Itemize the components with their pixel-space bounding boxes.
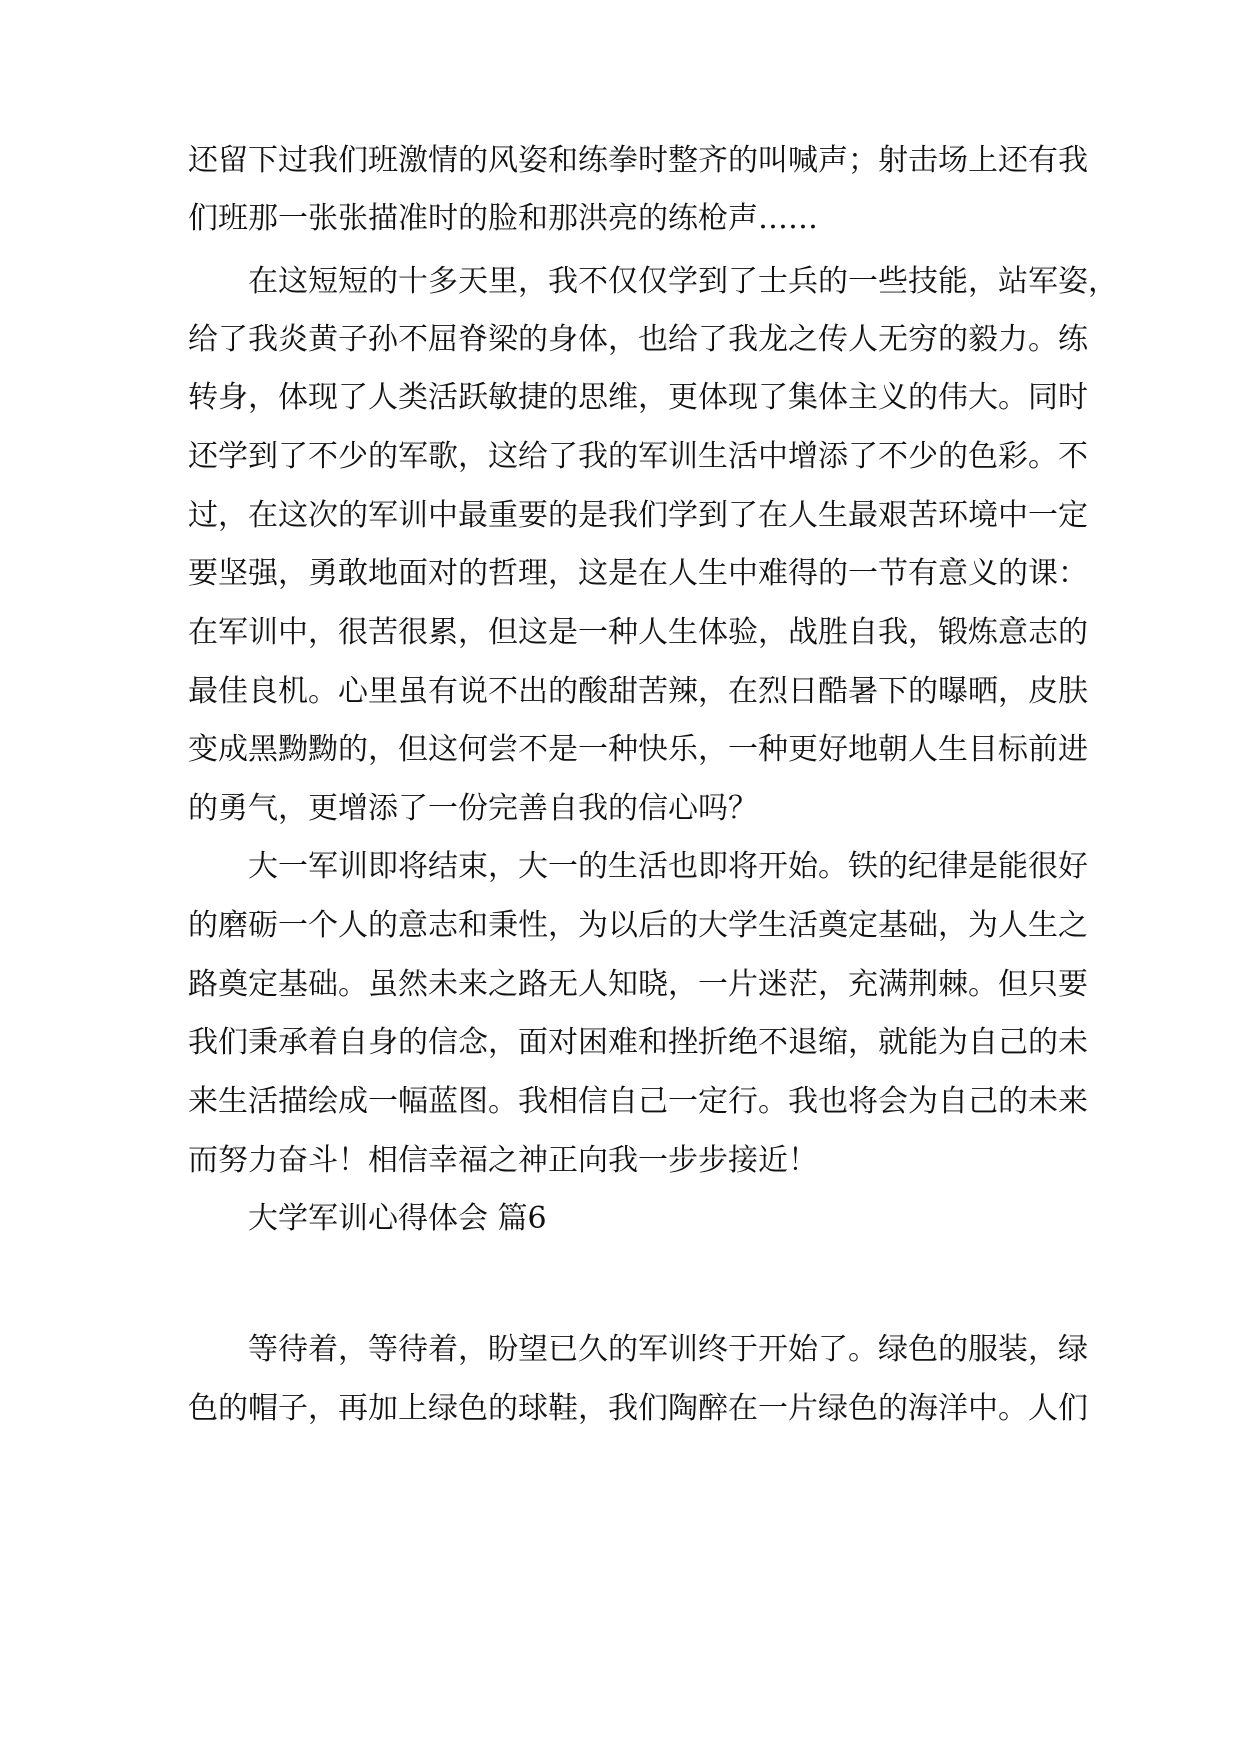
paragraph-line: 要坚强，勇敢地面对的哲理，这是在人生中难得的一节有意义的课： <box>188 556 1088 591</box>
paragraph-line: 大一军训即将结束，大一的生活也即将开始。铁的纪律是能很好 <box>248 849 1088 884</box>
paragraph-line: 而努力奋斗！相信幸福之神正向我一步步接近！ <box>188 1143 818 1178</box>
paragraph-line: 路奠定基础。虽然未来之路无人知晓，一片迷茫，充满荆棘。但只要 <box>188 967 1088 1002</box>
paragraph-line: 等待着，等待着，盼望已久的军训终于开始了。绿色的服装，绿 <box>248 1332 1088 1367</box>
paragraph-line: 来生活描绘成一幅蓝图。我相信自己一定行。我也将会为自己的未来 <box>188 1084 1088 1119</box>
paragraph-line: 的勇气，更增添了一份完善自我的信心吗？ <box>188 791 758 826</box>
paragraph-line: 在这短短的十多天里，我不仅仅学到了士兵的一些技能，站军姿， <box>248 264 1118 299</box>
paragraph-line: 们班那一张张描准时的脸和那洪亮的练枪声…… <box>188 201 818 236</box>
paragraph-line: 的磨砺一个人的意志和秉性，为以后的大学生活奠定基础，为人生之 <box>188 908 1088 943</box>
paragraph-line: 给了我炎黄子孙不屈脊梁的身体，也给了我龙之传人无穷的毅力。练 <box>188 322 1088 357</box>
paragraph-line: 变成黑黝黝的，但这何尝不是一种快乐，一种更好地朝人生目标前进 <box>188 732 1088 767</box>
paragraph-line: 还学到了不少的军歌，这给了我的军训生活中增添了不少的色彩。不 <box>188 439 1088 474</box>
paragraph-line: 在军训中，很苦很累，但这是一种人生体验，战胜自我，锻炼意志的 <box>188 615 1088 650</box>
paragraph-line: 过，在这次的军训中最重要的是我们学到了在人生最艰苦环境中一定 <box>188 498 1088 533</box>
paragraph-line: 还留下过我们班激情的风姿和练拳时整齐的叫喊声；射击场上还有我 <box>188 143 1088 178</box>
paragraph-line: 我们秉承着自身的信念，面对困难和挫折绝不退缩，就能为自己的未 <box>188 1025 1088 1060</box>
paragraph-line: 最佳良机。心里虽有说不出的酸甜苦辣，在烈日酷暑下的曝晒，皮肤 <box>188 674 1088 709</box>
section-heading: 大学军训心得体会 篇6 <box>248 1201 547 1236</box>
paragraph-line: 转身，体现了人类活跃敏捷的思维，更体现了集体主义的伟大。同时 <box>188 380 1088 415</box>
paragraph-line: 色的帽子，再加上绿色的球鞋，我们陶醉在一片绿色的海洋中。人们 <box>188 1391 1088 1426</box>
